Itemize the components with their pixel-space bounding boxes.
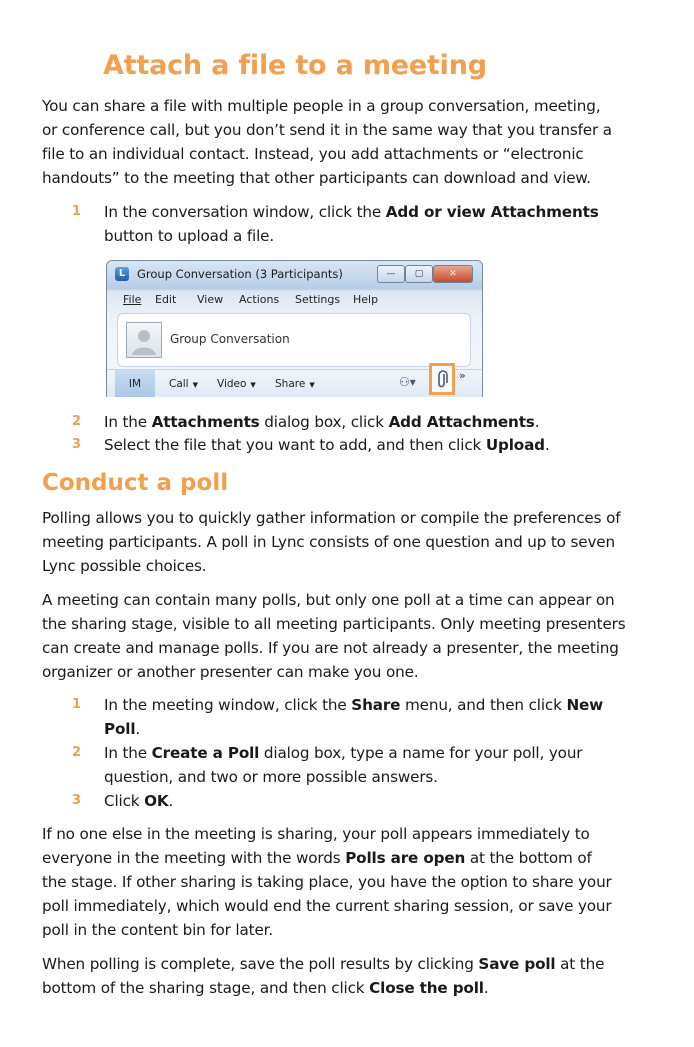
- menu-file[interactable]: File: [123, 293, 142, 306]
- video-button[interactable]: [217, 378, 256, 390]
- maximize-icon[interactable]: ▢: [405, 265, 433, 283]
- intro-line: file to an individual contact. Instead, you add attachments or “electronic: [42, 145, 584, 163]
- attach-step-2: 2 In the Attachments dialog box, click Add Attachments.: [72, 410, 632, 434]
- menu-help[interactable]: Help: [353, 293, 379, 306]
- step-number: 3: [72, 793, 81, 808]
- poll-step-1: 1 In the meeting window, click the Share menu, and then click New Poll.: [72, 693, 632, 741]
- poll-paragraph-3: If no one else in the meeting is sharing, your poll appears immediately to everyone in the meeting with the words Polls are open at the bottom of the stage. If other sharing is taking place, you have the option to share your poll immediately, which would end the current sharing session, or save your poll in the content bin for later.: [42, 825, 612, 939]
- menu-bar: [107, 289, 482, 309]
- chevron-down-icon: ▼: [192, 381, 198, 389]
- poll-step-2: 2 In the Create a Poll dialog box, type a name for your poll, your question, and two or more possible answers.: [72, 741, 632, 789]
- call-button[interactable]: [169, 378, 198, 390]
- share-button[interactable]: [275, 378, 315, 390]
- call-label: Call: [169, 378, 189, 390]
- poll-paragraph-2: A meeting can contain many polls, but only one poll at a time can appear on the sharing stage, visible to all meeting participants. Only meeting presenters can create and manage polls. If you are not already a presenter, the meeting organizer or another presenter can make you one.: [42, 591, 626, 681]
- section-heading-attach-file: Attach a file to a meeting: [103, 50, 487, 81]
- section-heading-conduct-poll: Conduct a poll: [42, 470, 229, 496]
- lync-app-icon: L: [115, 267, 129, 281]
- attach-step-3: 3 Select the file that you want to add, and then click Upload.: [72, 433, 632, 457]
- more-options-icon[interactable]: »: [459, 369, 466, 382]
- share-label: Share: [275, 378, 306, 390]
- menu-view[interactable]: View: [197, 293, 224, 306]
- step-number: 2: [72, 414, 81, 429]
- conversation-toolbar: [107, 369, 482, 397]
- intro-line: You can share a file with multiple people in a group conversation, meeting,: [42, 97, 601, 115]
- add-attachments-button[interactable]: [429, 363, 455, 395]
- attach-step-1: [72, 200, 632, 248]
- chevron-down-icon: ▼: [250, 381, 256, 389]
- people-options-icon[interactable]: ⚇▾: [399, 375, 416, 389]
- poll-paragraph-1: Polling allows you to quickly gather information or compile the preferences of meeting participants. A poll in Lync consists of one question and up to seven Lync possible choices.: [42, 509, 621, 575]
- step-number: 1: [72, 697, 81, 712]
- intro-line: or conference call, but you don’t send it in the same way that you transfer a: [42, 121, 612, 139]
- poll-step-3: 3 Click OK.: [72, 789, 632, 813]
- menu-edit[interactable]: Edit: [155, 293, 177, 306]
- window-title: Group Conversation (3 Participants): [137, 267, 343, 281]
- minimize-icon[interactable]: —: [377, 265, 405, 283]
- im-button[interactable]: IM: [115, 370, 155, 397]
- step-number: 1: [72, 204, 81, 219]
- video-label: Video: [217, 378, 247, 390]
- lync-window-screenshot: [106, 260, 483, 397]
- conversation-title: Group Conversation: [170, 332, 290, 346]
- paperclip-icon: [436, 370, 448, 390]
- close-icon[interactable]: ✕: [433, 265, 473, 283]
- intro-line: handouts” to the meeting that other participants can download and view.: [42, 169, 591, 187]
- menu-actions[interactable]: Actions: [239, 293, 280, 306]
- conversation-header-pane: [117, 313, 471, 367]
- avatar-icon: [126, 322, 162, 358]
- intro-paragraph: [42, 94, 638, 190]
- window-titlebar: [107, 261, 482, 287]
- step-text: In the conversation window, click the: [104, 203, 386, 221]
- step-number: 2: [72, 745, 81, 760]
- chevron-down-icon: ▼: [309, 381, 315, 389]
- menu-settings[interactable]: Settings: [295, 293, 341, 306]
- poll-paragraph-4: When polling is complete, save the poll results by clicking Save poll at the bottom of the sharing stage, and then click Close the poll.: [42, 955, 605, 997]
- step-number: 3: [72, 437, 81, 452]
- step-text: button to upload a file.: [104, 227, 275, 245]
- step-emphasis: Add or view Attachments: [385, 203, 599, 221]
